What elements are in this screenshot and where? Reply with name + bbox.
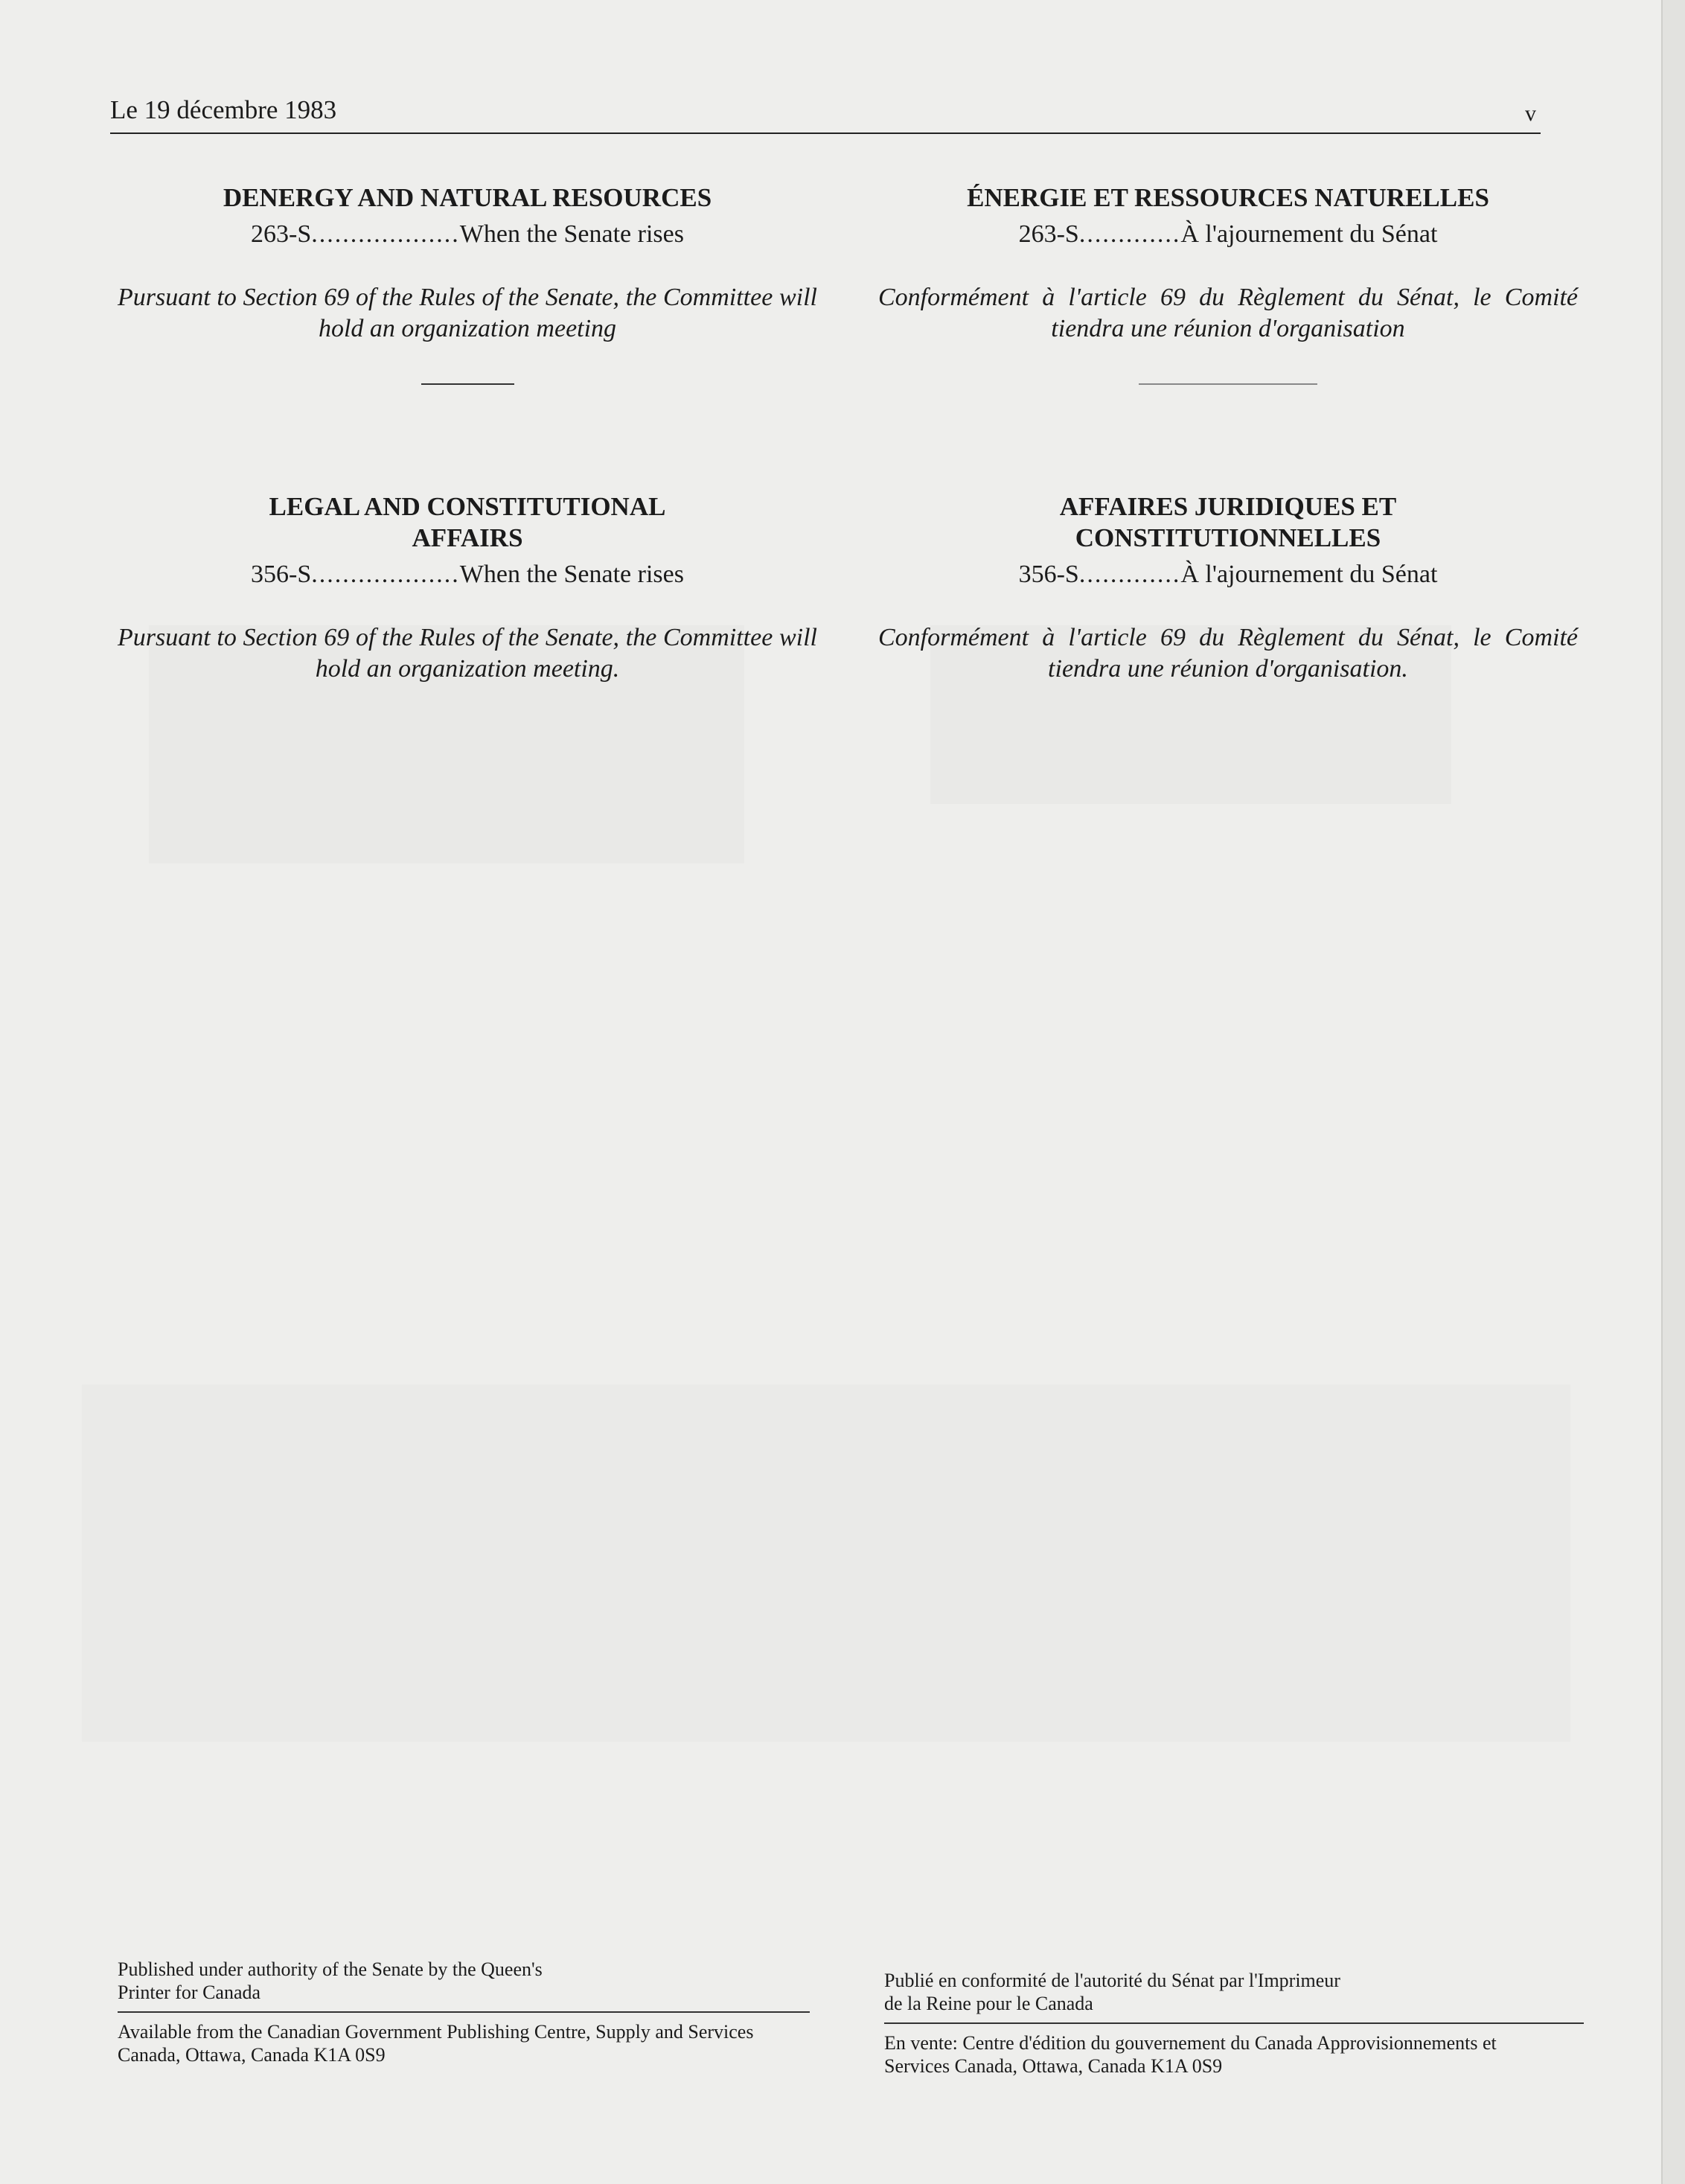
- section-heading: ÉNERGIE ET RESSOURCES NATURELLES: [967, 183, 1489, 212]
- french-footer: [884, 1969, 1576, 2078]
- leader-dots: .............: [1078, 220, 1181, 248]
- french-section-energy: [871, 182, 1585, 484]
- show-through-ghost-block: [82, 1385, 1570, 1742]
- bill-line: [110, 558, 825, 591]
- meeting-time: À l'ajournement du Sénat: [1180, 220, 1438, 248]
- footer-published: Published under authority of the Senate by the Queen's Printer for Canada: [118, 1958, 543, 2003]
- header-date: Le 19 décembre 1983: [110, 95, 337, 124]
- meeting-time: À l'ajournement du Sénat: [1180, 561, 1438, 588]
- bill-number: 263-S: [251, 220, 312, 248]
- english-footer: [118, 1958, 810, 2066]
- meeting-time: When the Senate rises: [459, 220, 684, 248]
- page-header: [110, 95, 1541, 134]
- section-heading: LEGAL AND CONSTITUTIONAL AFFAIRS: [269, 492, 666, 552]
- bill-number: 356-S: [251, 561, 312, 588]
- bill-line: [110, 218, 825, 251]
- english-column: [110, 182, 825, 685]
- section-divider: [1139, 383, 1317, 385]
- leader-dots: .............: [1078, 561, 1181, 588]
- section-divider: [421, 383, 514, 385]
- footer-rule: [884, 2022, 1584, 2024]
- bill-line: [871, 218, 1585, 251]
- english-section-legal: [110, 491, 825, 685]
- french-section-legal: [871, 491, 1585, 685]
- rules-note: Pursuant to Section 69 of the Rules of the Senate, the Committee will hold an organization meeting: [118, 284, 817, 342]
- header-page-number: v: [1525, 101, 1536, 126]
- bill-number: 263-S: [1018, 220, 1079, 248]
- footer-published: Publié en conformité de l'autorité du Sénat par l'Imprimeur de la Reine pour le Canada: [884, 1970, 1340, 2014]
- french-column: [871, 182, 1585, 685]
- meeting-time: When the Senate rises: [459, 561, 684, 588]
- section-heading: DENERGY AND NATURAL RESOURCES: [223, 183, 712, 212]
- english-section-energy: [110, 182, 825, 484]
- rules-note: Conformément à l'article 69 du Règlement du Sénat, le Comité tiendra une réunion d'organisation.: [878, 624, 1578, 683]
- rules-note: Pursuant to Section 69 of the Rules of the Senate, the Committee will hold an organization meeting.: [118, 624, 817, 683]
- rules-note: Conformément à l'article 69 du Règlement du Sénat, le Comité tiendra une réunion d'organisation: [878, 284, 1578, 342]
- bill-number: 356-S: [1018, 561, 1079, 588]
- leader-dots: ...................: [311, 561, 460, 588]
- page-edge: [1661, 0, 1685, 2184]
- footer-rule: [118, 2011, 810, 2013]
- footer-availability: Available from the Canadian Government Publishing Centre, Supply and Services Canada, Ottawa, Canada K1A 0S9: [118, 2021, 754, 2066]
- leader-dots: ...................: [311, 220, 460, 248]
- section-heading: AFFAIRES JURIDIQUES ET CONSTITUTIONNELLES: [1059, 492, 1397, 552]
- footer-availability: En vente: Centre d'édition du gouvernement du Canada Approvisionnements et Services Canada, Ottawa, Canada K1A 0S9: [884, 2032, 1497, 2077]
- bill-line: [871, 558, 1585, 591]
